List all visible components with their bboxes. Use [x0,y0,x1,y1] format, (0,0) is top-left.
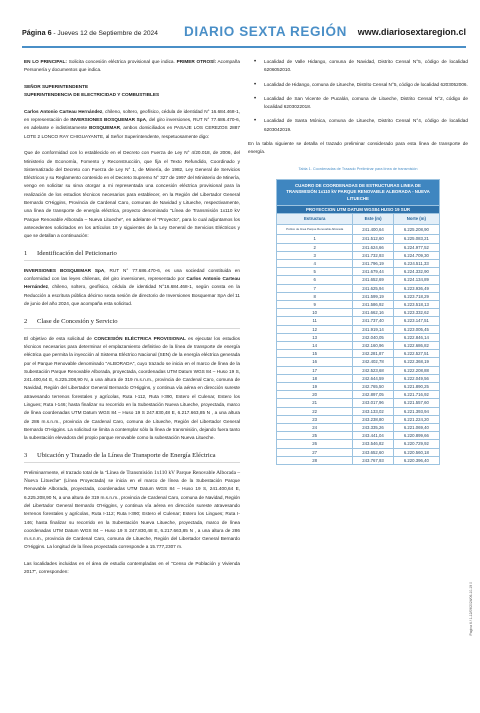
list-item: • Localidad de San Vicente de Pucalán, comuna de Litueche, Distrito Censal N°2, código de localidad 6203022018. [252,95,468,112]
table-cell: 6.221.393,94 [393,407,439,415]
table-row [277,358,440,366]
table-cell: 16 [277,358,353,366]
table-cell: 15 [277,350,353,358]
table-row [277,268,440,276]
table-row [277,243,440,251]
table-cell: 1 [277,235,353,243]
table-cell: 6.225.083,21 [393,235,439,243]
page-header [22,24,466,44]
table-row [277,301,440,309]
newspaper-brand: DIARIO SEXTA REGIÓN [184,24,347,39]
table-row [277,333,440,341]
localities-list [252,58,468,134]
table-row [277,292,440,300]
localities-intro-paragraph: Las localidades incluidas en el área de estudio contempladas en el "Censo de Población y Vivienda 2017", corresponden: [24,561,240,575]
table-cell: 242.644,59 [353,374,393,382]
header-rule [22,46,466,48]
table-row [277,309,440,317]
table-row [277,383,440,391]
table-cell: 8 [277,292,353,300]
table-cell: 6.220.729,92 [393,440,439,448]
table-cell: 241.796,19 [353,259,393,267]
table-cell: 241.400,64 [353,225,393,235]
table-cell: 10 [277,309,353,317]
table-cell: 6.223.936,49 [393,284,439,292]
table-row [277,432,440,440]
table-cell: 242.523,68 [353,366,393,374]
table-cell: 7 [277,284,353,292]
table-cell: 6.222.686,82 [393,342,439,350]
table-cell: 241.737,40 [353,317,393,325]
table-cell: 243.767,93 [353,456,393,464]
table-cell: Pórtico de línea Parque Renovable Alborada [277,225,353,235]
table-cell: 3 [277,251,353,259]
table-cell: 26 [277,440,353,448]
table-cell: 241.624,66 [353,243,393,251]
coordinates-table [276,179,440,465]
table-row [277,424,440,432]
section-1-paragraph: INVERSIONES BOSQUEMAR SpA, RUT N° 77.686.470-6, es una sociedad constituida en conformidad con las leyes chilenas, del giro inversiones, representado por Carlos Antonio Carteau Hernández, chileno, soltero, geofísico, cédula de identidad N°16.684.468-1, según consta en la Reducción a escritura pública décimo sexta sesión de directorio de Inversiones Bosquemar SpA del 11 de junio del año 2024, que acompaña esta solicitud. [24,267,240,307]
table-cell: 241.599,19 [353,292,393,300]
table-cell: 6.221.716,92 [393,391,439,399]
list-item: • Localidad de Santa Mónica, comuna de Litueche, Distrito Censal N°4, código de localidad 6203042019. [252,117,468,134]
table-cell: 19 [277,383,353,391]
table-row [277,317,440,325]
table-cell: 6.220.396,40 [393,456,439,464]
table-cell: 22 [277,407,353,415]
table-cell: 243.335,26 [353,424,393,432]
side-print-code: Pagina 6 / 1-12/09/2024/06-10-19 0 [469,582,473,636]
table-row [277,259,440,267]
table-header-row [277,214,440,225]
table-row [277,366,440,374]
table-cell: 6.221.069,40 [393,424,439,432]
right-column [248,58,468,465]
table-cell: 5 [277,268,353,276]
table-cell: 9 [277,301,353,309]
section-3-paragraph: Preliminarmente, el trazado total de la "Línea de Transmisión 1x110 kV Parque Renovable Alborada – Nueva Litueche" (Línea Proyectada) se inicia en el marco de línea de la Subestación Parque Renovable Alborada, proyectada, coordenadas UTM Datum WGS 84 – Huso 19 S, 241.400,64 E, 6.225.208,90 N, a una altura de 319 m.s.n.m., provincia de Cardenal Caro, comuna de Navidad, Región del Libertador General Bernardo O'Higgins, y continua vía aérea en dirección sureste atravesando terrenos forestales y agrícolas, Ruta I-112; Ruta I-390; Estero el Culenar; Estero los Lingues; Ruta I-146; hasta finalizar su recorrido en la Subestación Nueva Litueche, proyectada, marco de línea coordenadas UTM Datum WGS 84 – Huso 19 S 247.830,48 E, 6.217.663,85 N , a una altura de 286 m.s.n.m., provincia de Cardenal Caro, comuna de Litueche, Región del Libertador General Bernardo O'Higgins. La longitud de la línea proyectada corresponde a 15.777,2307 m. [24,469,240,550]
table-cell: 12 [277,325,353,333]
table-cell: 6.224.332,90 [393,268,439,276]
table-title: CUADRO DE COORDENADAS DE ESTRUCTURAS LINEA DE TRANSMISIÓN 1x110 kV PARQUE RENOVABLE ALBORADA - NUEVA LITUECHE [277,180,440,206]
table-cell: 14 [277,342,353,350]
section-2-heading: 2 Clase de Concesión y Servicio [24,317,240,329]
table-cell: 6.223.147,51 [393,317,439,325]
table-cell: 242.897,05 [353,391,393,399]
section-1-heading: 1 Identificación del Peticionario [24,249,240,261]
table-cell: 242.765,50 [353,383,393,391]
table-cell: 6.224.977,52 [393,243,439,251]
table-cell: 6.222.368,19 [393,358,439,366]
table-cell: 243.652,60 [353,448,393,456]
table-cell: 242.281,87 [353,350,393,358]
table-cell: 241.662,16 [353,309,393,317]
table-row [277,284,440,292]
table-cell: 18 [277,374,353,382]
website-link[interactable]: www.diariosextaregion.cl [357,27,466,37]
table-cell: 241.652,69 [353,276,393,284]
table-row [277,391,440,399]
table-cell: 6.222.846,14 [393,333,439,341]
table-cell: 6.222.527,51 [393,350,439,358]
table-row [277,374,440,382]
issue-date: - Jueves 12 de Septiembre de 2024 [51,30,158,37]
table-row [277,325,440,333]
table-row [277,342,440,350]
section-3-heading: 3 Ubicación y Trazado de la Línea de Transporte de Energía Eléctrica [24,451,240,463]
table-row [277,276,440,284]
table-cell: 241.679,44 [353,268,393,276]
page-number: Página 6 [22,28,52,37]
table-row [277,448,440,456]
table-row [277,235,440,243]
table-cell: 2 [277,243,353,251]
intro-paragraph: EN LO PRINCIPAL: Solicita concesión eléctrica provisional que indica. PRIMER OTROSÍ: Acompaña Personería y documentos que indica. [24,59,240,73]
table-row [277,456,440,464]
table-cell: 243.441,04 [353,432,393,440]
table-cell: 6.224.709,30 [393,251,439,259]
column-header-structure: Estructura [277,214,353,225]
table-cell: 243.017,96 [353,399,393,407]
table-cell: 24 [277,424,353,432]
table-cell: 11 [277,317,353,325]
left-column [24,58,240,585]
table-cell: 6.222.208,88 [393,366,439,374]
table-cell: 6.220.560,18 [393,448,439,456]
table-cell: 6.220.899,66 [393,432,439,440]
table-cell: 6.224.511,33 [393,259,439,267]
table-row [277,399,440,407]
table-cell: 4 [277,259,353,267]
column-header-east: Este (m) [353,214,393,225]
table-cell: 241.512,60 [353,235,393,243]
table-cell: 242.040,05 [353,333,393,341]
page-date-label [22,28,158,37]
table-intro-paragraph: En la tabla siguiente se detalla el trazado preliminar considerado para esta línea de transporte de energía. [248,141,468,155]
section-2-paragraph: El objetivo de esta solicitud de CONCESIÓN ELÉCTRICA PROVISIONAL es ejecutar los estudios técnicos necesarios para determinar el emplazamiento definitivo de la línea de transporte de energía eléctrica que permita la inyección al Sistema Eléctrico Nacional (SEN) de la energía eléctrica generada por el Parque Renovable denominado "ALBORADA", cuyo trazado se inicia en el marco de línea de la Subestación Parque Renovable Alborada, proyectada, coordenadas UTM Datum WGS 84 – Huso 19 S, 241.400,64 E, 6.225.208,90 N, a una altura de 319 m.s.n.m., provincia de Cardenal Caro, comuna de Navidad, Región del Libertador General Bernardo O'Higgins, y continua vía aérea en dirección sureste atravesando terrenos forestales y agrícolas, Ruta I-112, Ruta I-390, Estero el Culenar, Estero los Lingues; Ruta I-146; hasta finalizar su recorrido en la Subestación Nueva Litueche, proyectada, marco de línea coordenadas UTM Datum WGS 84 – Huso 19 S 247.830,48 E, 6.217.663,85 N , a una altura de 286 m.s.n.m., provincia de Cardenal Caro, comuna de Litueche, Región del Libertador General Bernardo O'Higgins. La solicitud se limita a contemplar sólo la línea de transmisión, dejando fuera tanto la subestación elevadora del propio parque renovable como la subestación Nueva Litueche. [24,335,240,441]
table-cell: 6.223.332,62 [393,309,439,317]
legal-basis-paragraph: Que de conformidad con lo establecido en el Decreto con Fuerza de Ley N° 4/20.018, de 2006, del Ministerio de Economía, Fomento y Reconstrucción, que fija el Texto Refundido, Coordinado y Sistematizado del Decreto con Fuerza de Ley N° 1, de Minería, de 1982, Ley General de Servicios Eléctricos y su Reglamento contenido en el Decreto Supremo N° 327 de 1997 del Ministerio de Minería, vengo en solicitar su sirva otorgar a mi representada una concesión eléctrica provisional para la realización de los estudios técnicos necesarios para establecer, en la Región del Libertador General Bernardo O'Higgins, Provincia de Cardenal Caro, comunas de Navidad y Litueche, respectivamente, una línea de transporte de energía eléctrica, proyecto denominado "Línea de Transmisión 1x110 kV Parque Renovable Alborada – Nueva Litueche", en adelante el "Proyecto", para lo cual adjuntamos los antecedentes solicitados en los artículos 19 y siguientes de la Ley General de Servicios Eléctricos y que se detallan a continuación: [24,150,240,239]
table-cell: 243.133,02 [353,407,393,415]
table-cell: 241.586,92 [353,301,393,309]
table-subtitle: PROYECCION UTM DATUM WGS84 HUSO 19 SUR [277,205,440,214]
column-header-north: Norte (m) [393,214,439,225]
table-cell: 241.732,93 [353,251,393,259]
table-cell: 13 [277,333,353,341]
table-row [277,440,440,448]
table-cell: 6.222.049,56 [393,374,439,382]
table-cell: 21 [277,399,353,407]
table-row [277,251,440,259]
table-cell: 20 [277,391,353,399]
table-row [277,225,440,235]
table-row [277,350,440,358]
table-row [277,407,440,415]
table-row [277,415,440,423]
table-cell: 243.546,82 [353,440,393,448]
table-cell: 17 [277,366,353,374]
table-cell: 6.225.208,90 [393,225,439,235]
table-cell: 23 [277,415,353,423]
table-cell: 6.221.557,60 [393,399,439,407]
table-caption: Tabla 1. Coordenadas de Trazado Preliminar para línea de transmisión [298,166,418,171]
table-cell: 6.223.518,13 [393,301,439,309]
table-cell: 241.625,94 [353,284,393,292]
table-cell: 25 [277,432,353,440]
table-cell: 6 [277,276,353,284]
addressee: SEÑOR SUPERINTENDENTE SUPERINTENDENCIA DE ELECTRICIDAD Y COMBUSTIBLES [24,83,160,98]
table-cell: 6.223.718,29 [393,292,439,300]
petitioner-paragraph: Carlos Antonio Carteau Hernández, chileno, soltero, geofísico, cédula de identidad N° 16.684.468-1, en representación de INVERSIONES BOSQUEMAR SpA, del giro inversiones, RUT N° 77.686.470-6, en adelante e indistintamente BOSQUEMAR, ambos domiciliados en PASAJE LOS CEREZOS 2887 LOTE 2 LONCO RAY CHIGUAYANTE, al Señor Superintendente, respetuosamente digo: [24,108,241,139]
table-cell: 243.238,80 [353,415,393,423]
table-cell: 28 [277,456,353,464]
table-cell: 6.224.134,89 [393,276,439,284]
table-cell: 6.221.890,25 [393,383,439,391]
table-cell: 242.160,96 [353,342,393,350]
table-cell: 242.402,78 [353,358,393,366]
table-cell: 241.919,14 [353,325,393,333]
table-cell: 27 [277,448,353,456]
list-item: • Localidad de Hidango, comuna de Litueche, Distrito Censal N°5, código de localidad 6203052006. [252,81,468,89]
list-item: • Localidad de Valle Hidango, comuna de Navidad, Distrito Censal N°5, código de localidad 6206052010. [252,58,468,75]
table-cell: 6.221.224,20 [393,415,439,423]
table-cell: 6.223.005,45 [393,325,439,333]
